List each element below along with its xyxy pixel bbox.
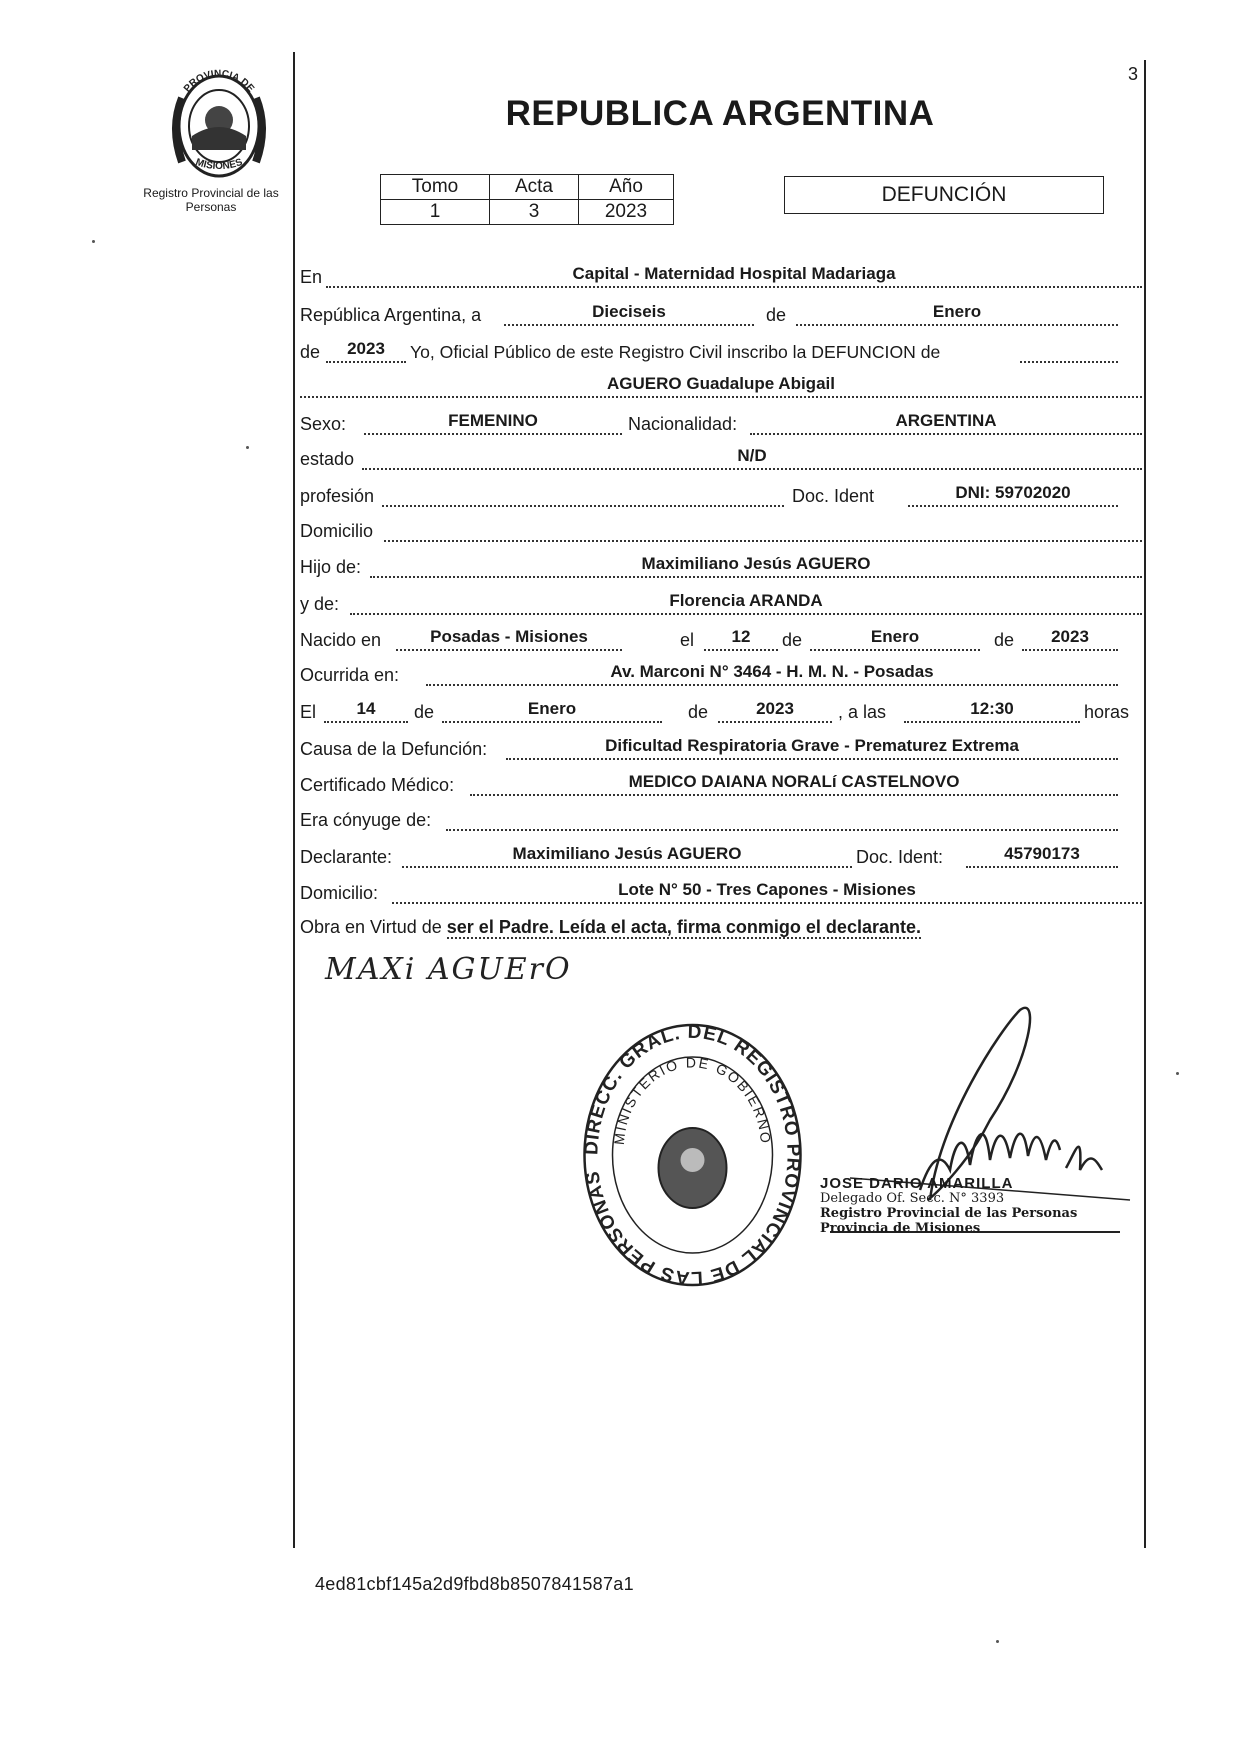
domicilio-label: Domicilio <box>300 521 374 541</box>
doc2-label: Doc. Ident: <box>856 847 944 867</box>
row-estado <box>300 444 1142 474</box>
left-margin-rule <box>293 52 295 1548</box>
sexo-label: Sexo: <box>300 414 347 434</box>
dia-nacimiento-value: 12 <box>704 627 778 651</box>
row-sexo <box>300 409 1142 439</box>
hijo-label: Hijo de: <box>300 557 362 577</box>
acta-value: 3 <box>490 200 579 225</box>
scan-speck <box>246 446 249 449</box>
de-nac-label: de <box>782 630 803 650</box>
de-nac-label-2: de <box>994 630 1015 650</box>
document-type-box: DEFUNCIÓN <box>784 176 1104 214</box>
estado-value: N/D <box>362 446 1142 470</box>
anio-value: 2023 <box>326 339 406 363</box>
anio-value: 2023 <box>579 200 674 225</box>
hora-value: 12:30 <box>904 699 1080 723</box>
page-number: 3 <box>1128 64 1139 84</box>
registry-name: Registro Provincial de las Personas <box>143 186 279 214</box>
causa-value: Dificultad Respiratoria Grave - Prematurez Extrema <box>506 736 1118 760</box>
lugar-nacimiento-value: Posadas - Misiones <box>396 627 622 651</box>
official-name: JOSE DARIO AMARILLA <box>820 1175 1014 1192</box>
tomo-header: Tomo <box>381 175 490 200</box>
row-profesion <box>300 481 1142 511</box>
register-table <box>380 174 674 225</box>
republica-label: República Argentina, a <box>300 305 482 325</box>
acta-header: Acta <box>490 175 579 200</box>
nacionalidad-label: Nacionalidad: <box>628 414 738 434</box>
row-ocurrida <box>300 660 1142 690</box>
certificado-value: MEDICO DAIANA NORALí CASTELNOVO <box>470 772 1118 796</box>
scan-speck <box>996 1640 999 1643</box>
yde-label: y de: <box>300 594 340 614</box>
ocurrida-label: Ocurrida en: <box>300 665 400 685</box>
obra-label: Obra en Virtud de <box>300 917 442 937</box>
nacionalidad-value: ARGENTINA <box>750 411 1142 435</box>
row-certificado <box>300 770 1142 800</box>
province-crest-logo <box>160 58 278 188</box>
el-label: el <box>680 630 695 650</box>
dia-value: Dieciseis <box>504 302 754 326</box>
oficial-text: Yo, Oficial Público de este Registro Civil inscribo la DEFUNCION de <box>410 342 941 362</box>
ocurrida-value: Av. Marconi N° 3464 - H. M. N. - Posadas <box>426 662 1118 686</box>
scan-speck <box>92 240 95 243</box>
row-lugar <box>300 262 1142 292</box>
declarante-value: Maximiliano Jesús AGUERO <box>402 844 852 868</box>
scan-speck <box>1176 1072 1179 1075</box>
row-fecha-inscripcion <box>300 300 1142 330</box>
svg-text:MISIONES: MISIONES <box>194 156 245 173</box>
country-title: REPUBLICA ARGENTINA <box>505 94 935 133</box>
domicilio2-label: Domicilio: <box>300 883 379 903</box>
official-seal <box>580 1020 805 1290</box>
sexo-value: FEMENINO <box>364 411 622 435</box>
conyuge-value <box>446 807 1118 831</box>
row-madre <box>300 589 1142 619</box>
causa-label: Causa de la Defunción: <box>300 739 488 759</box>
mes-defuncion-value: Enero <box>442 699 662 723</box>
dia-defuncion-value: 14 <box>324 699 408 723</box>
anio-header: Año <box>579 175 674 200</box>
lugar-value: Capital - Maternidad Hospital Madariaga <box>326 264 1142 288</box>
mes-nacimiento-value: Enero <box>810 627 980 651</box>
row-obra <box>300 917 921 938</box>
nombre-value: AGUERO Guadalupe Abigail <box>300 374 1142 398</box>
row-oficial <box>300 337 1142 367</box>
tomo-value: 1 <box>381 200 490 225</box>
profesion-label: profesión <box>300 486 375 506</box>
en-label: En <box>300 267 323 287</box>
oficial-blank <box>1020 339 1118 363</box>
conyuge-label: Era cónyuge de: <box>300 810 432 830</box>
row-domicilio-declarante <box>300 878 1142 908</box>
obra-value: ser el Padre. Leída el acta, firma conmigo el declarante. <box>446 917 921 937</box>
domicilio-value <box>384 518 1142 542</box>
nacido-label: Nacido en <box>300 630 382 650</box>
de-def-label-2: de <box>688 702 709 722</box>
el2-label: El <box>300 702 317 722</box>
domicilio2-value: Lote N° 50 - Tres Capones - Misiones <box>392 880 1142 904</box>
declarante-label: Declarante: <box>300 847 393 867</box>
padre-value: Maximiliano Jesús AGUERO <box>370 554 1142 578</box>
de-def-label: de <box>414 702 435 722</box>
official-stamp-text <box>820 1176 1077 1236</box>
certificado-label: Certificado Médico: <box>300 775 455 795</box>
official-role: Delegado Of. Secc. N° 3393 <box>820 1191 1005 1206</box>
row-fecha-defuncion <box>300 697 1142 727</box>
right-margin-rule <box>1144 60 1146 1548</box>
doc-value: DNI: 59702020 <box>908 483 1118 507</box>
doc2-value: 45790173 <box>966 844 1118 868</box>
alas-label: , a las <box>838 702 887 722</box>
document-hash: 4ed81cbf145a2d9fbd8b8507841587a1 <box>315 1574 634 1594</box>
row-causa <box>300 734 1142 764</box>
madre-value: Florencia ARANDA <box>350 591 1142 615</box>
official-registry: Registro Provincial de las Personas <box>820 1206 1078 1221</box>
row-domicilio <box>300 516 1142 546</box>
profesion-value <box>382 483 784 507</box>
mes-value: Enero <box>796 302 1118 326</box>
svg-text:MINISTERIO DE GOBIERNO: MINISTERIO DE GOBIERNO <box>610 1054 775 1146</box>
svg-text:PROVINCIA DE: PROVINCIA DE <box>181 68 257 95</box>
doc-label: Doc. Ident <box>792 486 875 506</box>
svg-text:DIRECC. GRAL. DEL REGISTRO PRO: DIRECC. GRAL. DEL REGISTRO PROVINCIAL DE LAS PERSONAS <box>581 1021 804 1289</box>
row-nombre <box>300 372 1142 402</box>
de-label: de <box>766 305 787 325</box>
official-province: Provincia de Misiones <box>820 1221 981 1236</box>
row-nacimiento <box>300 625 1142 655</box>
horas-label: horas <box>1084 702 1130 722</box>
row-padre <box>300 552 1142 582</box>
row-declarante <box>300 842 1142 872</box>
estado-label: estado <box>300 449 355 469</box>
de-label-2: de <box>300 342 321 362</box>
declarant-signature: MAXi AGUErO <box>325 952 572 987</box>
anio-nacimiento-value: 2023 <box>1022 627 1118 651</box>
anio-defuncion-value: 2023 <box>718 699 832 723</box>
row-conyuge <box>300 805 1142 835</box>
